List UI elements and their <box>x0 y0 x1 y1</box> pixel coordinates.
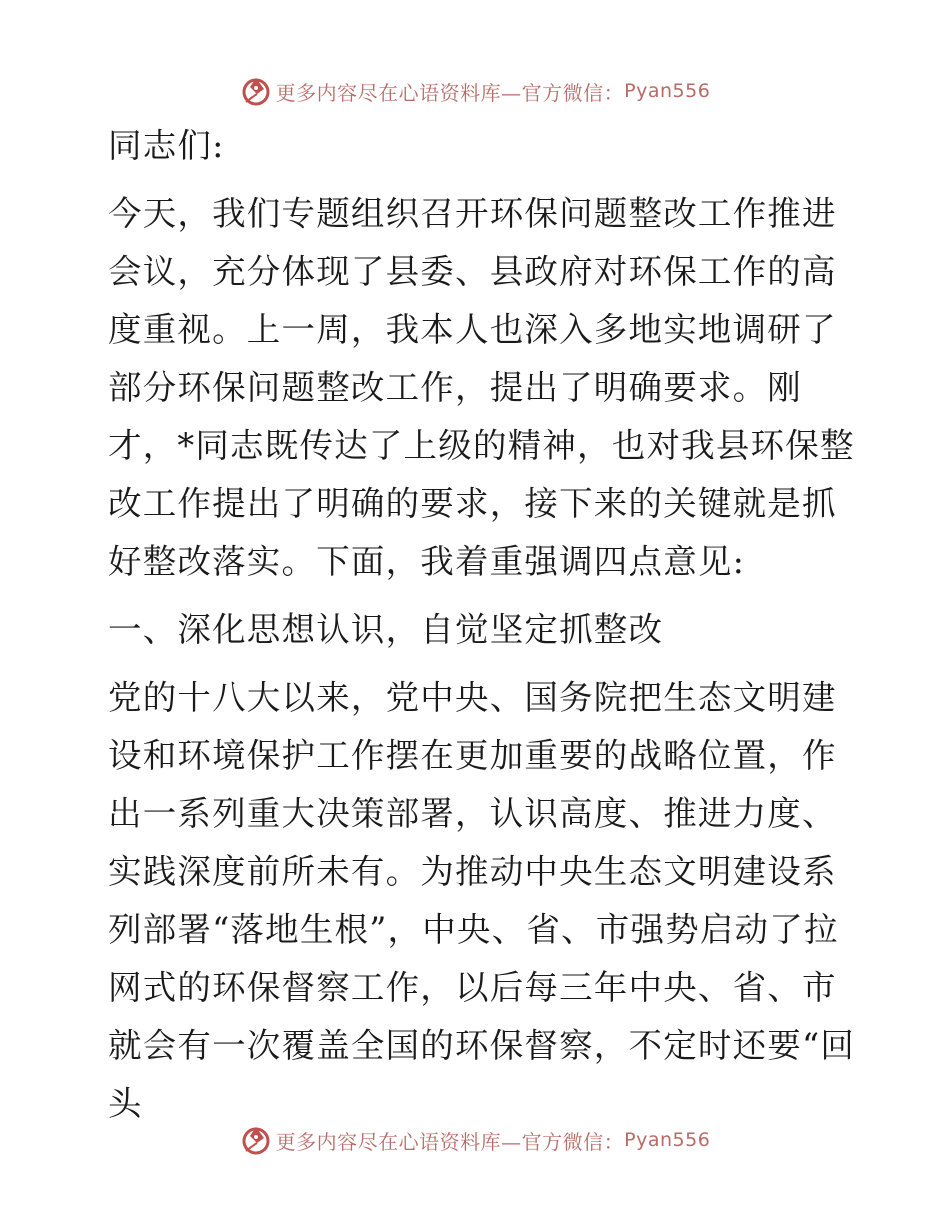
banner-text: 更多内容尽在心语资料库—官方微信： <box>275 80 625 105</box>
section-heading: 一、深化思想认识，自觉坚定抓整改 <box>108 610 664 649</box>
section-paragraph: 党的十八大以来，党中央、国务院把生态文明建设和环境保护工作摆在更加重要的战略位置，作出一系列重大决策部署，认识高度、推进力度、实践深度前所未有。为推动中央生态文明建设系列部署“落地生根”，中央、省、市强势启动了拉网式的环保督察工作，以后每三年中央、省、市就会有一次覆盖全国的环保督察，不定时还要“回头 <box>108 678 856 1123</box>
wechat-id: Pyan556 <box>624 1129 711 1151</box>
banner-text: 更多内容尽在心语资料库—官方微信： <box>275 1129 625 1154</box>
pen-nib-logo-icon <box>240 1124 272 1156</box>
wechat-id: Pyan556 <box>624 80 711 102</box>
salutation: 同志们: <box>108 126 225 165</box>
pen-nib-logo-icon <box>240 75 272 107</box>
document-body <box>100 117 860 1133</box>
footer-banner <box>0 1120 950 1160</box>
intro-paragraph: 今天，我们专题组织召开环保问题整改工作推进会议，充分体现了县委、县政府对环保工作的高度重视。上一周，我本人也深入多地实地调研了部分环保问题整改工作，提出了明确要求。刚才，*同志既传达了上级的精神，也对我县环保整改工作提出了明确的要求，接下来的关键就是抓好整改落实。下面，我着重强调四点意见: <box>108 194 855 581</box>
header-banner <box>0 71 950 111</box>
